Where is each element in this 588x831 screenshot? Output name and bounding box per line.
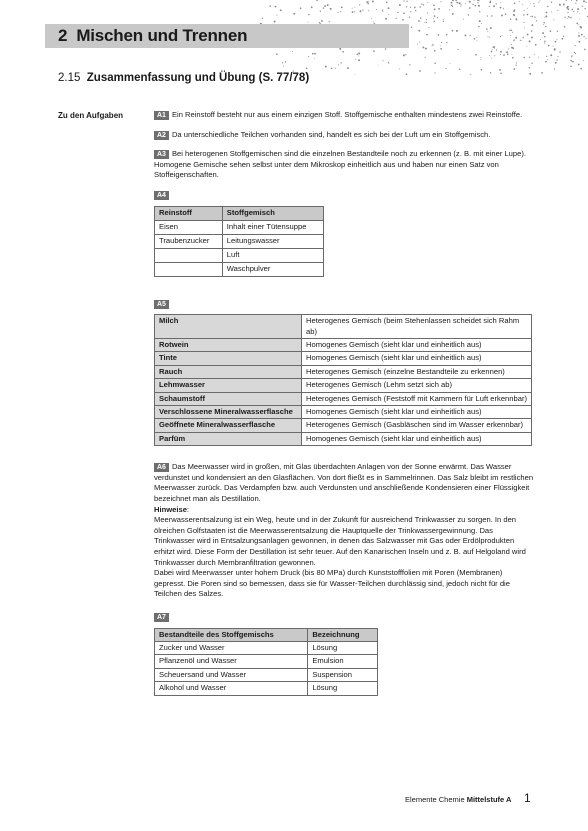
table-cell: Heterogenes Gemisch (Lehm setzt sich ab) — [302, 379, 532, 392]
table-row-label: Geöffnete Mineralwasserflasche — [155, 419, 302, 432]
answer-a3 — [154, 149, 534, 181]
table-cell: Leitungswasser — [222, 234, 323, 248]
answer-a2-text: Da unterschiedliche Teilchen vorhanden sind, handelt es sich bei der Luft um ein Stoffgemisch. — [171, 129, 491, 139]
table-row-label: Lehmwasser — [155, 379, 302, 392]
table-cell — [155, 248, 223, 262]
table-cell: Homogenes Gemisch (sieht klar und einheitlich aus) — [302, 352, 532, 365]
hint-text-2: Dabei wird Meerwasser unter hohem Druck (bis 80 MPa) durch Kunststofffolien mit Poren (Membranen) gepresst. Die Poren sind so bemessen, dass sie für Wasser-Teilchen durchlässig sind, jedoch nicht für die Teilchen des Salzes. — [154, 568, 510, 599]
table-cell: Homogenes Gemisch (sieht klar und einheitlich aus) — [302, 432, 532, 445]
badge-a7: A7 — [154, 613, 169, 622]
table-a4-header: Reinstoff — [155, 206, 223, 220]
table-a7-header: Bezeichnung — [308, 628, 378, 641]
section-name: Zusammenfassung und Übung (S. 77/78) — [86, 72, 310, 84]
hint-text: Meerwasserentsalzung ist ein Weg, heute und in der Zukunft für ausreichend Trinkwasser zu sorgen. In den ölreichen Golfstaaten ist die Meerwasserentsalzung die Hauptquelle der Trinkwassergewinnung. Das Trinkwasser wird in Entsalzungsanlagen gewonnen, in denen das Salzwasser mit Gas oder Erdölprodukten erhitzt wird. Diese Form der Destillation ist sehr teuer. Auf den Kanarischen Inseln und z. B. auf Helgoland wird Trinkwasser durch Membranfiltration gewonnen. — [154, 515, 526, 567]
table-row — [155, 406, 532, 419]
table-cell: Inhalt einer Tütensuppe — [222, 220, 323, 234]
table-a7-header: Bestandteile des Stoffgemischs — [155, 628, 308, 641]
table-row-label: Parfüm — [155, 432, 302, 445]
answer-a1 — [154, 110, 534, 121]
table-row — [155, 682, 378, 695]
table-cell: Homogenes Gemisch (sieht klar und einheitlich aus) — [302, 406, 532, 419]
section-title — [58, 72, 309, 84]
table-cell: Waschpulver — [222, 262, 323, 276]
table-a4-header: Stoffgemisch — [222, 206, 323, 220]
table-cell: Alkohol und Wasser — [155, 682, 308, 695]
table-row-label: Rotwein — [155, 338, 302, 351]
table-cell: Eisen — [155, 220, 223, 234]
table-row — [155, 338, 532, 351]
badge-a4: A4 — [154, 191, 169, 200]
page-number: 1 — [524, 791, 531, 805]
chapter-number: 2 — [58, 26, 68, 45]
table-row-label: Rauch — [155, 365, 302, 378]
table-row — [155, 419, 532, 432]
table-row — [155, 352, 532, 365]
table-cell: Pflanzenöl und Wasser — [155, 655, 308, 668]
table-cell — [155, 262, 223, 276]
chapter-title — [58, 26, 247, 46]
table-row — [155, 315, 532, 339]
table-row — [155, 220, 324, 234]
footer-book-title — [405, 795, 511, 804]
footer-prefix: Elemente Chemie — [405, 795, 465, 804]
table-cell: Heterogenes Gemisch (Gasbläschen sind im Wasser erkennbar) — [302, 419, 532, 432]
table-cell: Suspension — [308, 668, 378, 681]
table-cell: Zucker und Wasser — [155, 641, 308, 654]
table-row — [155, 668, 378, 681]
table-cell: Heterogenes Gemisch (Feststoff mit Kammern für Luft erkennbar) — [302, 392, 532, 405]
table-row — [155, 365, 532, 378]
badge-a2: A2 — [154, 131, 169, 140]
table-row-label: Milch — [155, 315, 302, 339]
side-label: Zu den Aufgaben — [58, 111, 124, 120]
table-row-label: Tinte — [155, 352, 302, 365]
table-row — [155, 248, 324, 262]
badge-a6: A6 — [154, 463, 169, 472]
table-cell: Heterogenes Gemisch (einzelne Bestandteile zu erkennen) — [302, 365, 532, 378]
table-row — [155, 234, 324, 248]
table-a4 — [154, 206, 324, 277]
table-cell: Homogenes Gemisch (sieht klar und einheitlich aus) — [302, 338, 532, 351]
table-cell: Emulsion — [308, 655, 378, 668]
table-cell: Lösung — [308, 682, 378, 695]
badge-a3: A3 — [154, 150, 169, 159]
hint-label: Hinweise — [154, 504, 187, 514]
table-cell: Luft — [222, 248, 323, 262]
table-row — [155, 379, 532, 392]
table-row-label: Verschlossene Mineralwasserflasche — [155, 406, 302, 419]
footer-bold: Mittelstufe A — [466, 795, 512, 804]
table-a7 — [154, 628, 378, 696]
table-cell: Lösung — [308, 641, 378, 654]
table-row — [155, 655, 378, 668]
table-row-label: Schaumstoff — [155, 392, 302, 405]
table-row — [155, 262, 324, 276]
answer-a1-text: Ein Reinstoff besteht nur aus einem einzigen Stoff. Stoffgemische enthalten mindestens zwei Reinstoffe. — [171, 110, 523, 119]
answers-content — [154, 110, 534, 696]
table-row — [155, 392, 532, 405]
table-cell: Traubenzucker — [155, 234, 223, 248]
table-a5 — [154, 314, 532, 446]
badge-a1: A1 — [154, 111, 169, 120]
answer-a2 — [154, 130, 534, 141]
section-number: 2.15 — [58, 72, 81, 84]
answer-a6-text: Das Meerwasser wird in großen, mit Glas überdachten Anlagen von der Sonne erwärmt. Das Wasser verdunstet und kondensiert an den Glasflächen. Von dort fließt es in Sammelrinnen. Das Salz bleibt im restlichen Meerwasser zurück. Das Verdampfen bzw. auch Verdunsten und anschließende Kondensieren einer Flüssigkeit bezeichnet man als Destillation. — [154, 462, 534, 503]
badge-a5: A5 — [154, 300, 169, 309]
answer-a3-text: Bei heterogenen Stoffgemischen sind die einzelnen Bestandteile noch zu erkennen (z. B. mit einer Lupe). Homogene Gemische sehen selbst unter dem Mikroskop einheitlich aus und haben nur einen Satz von Stoffeigenschaften. — [154, 149, 526, 180]
table-cell: Heterogenes Gemisch (beim Stehenlassen scheidet sich Rahm ab) — [302, 315, 532, 339]
table-row — [155, 432, 532, 445]
answer-a6: A6 Das Meerwasser wird in großen, mit Glas überdachten Anlagen von der Sonne erwärmt. Das Wasser verdunstet und kondensiert an den Glasflächen. Von dort fließt es in Sammelrinnen. Das Salz bleibt im restlichen Meerwasser zurück. Das Verdampfen bzw. auch Verdunsten und anschließende Kondensieren einer Flüssigkeit bezeichnet man als Destillation. Hinweise: Meerwasserentsalzung ist ein Weg, heute und in der Zukunft für ausreichend Trinkwasser zu sorgen. In den ölreichen Golfstaaten ist die Meerwasserentsalzung die Hauptquelle der Trinkwassergewinnung. Das Trinkwasser wird in Entsalzungsanlagen gewonnen, in denen das Salzwasser mit Gas oder Erdölprodukten erhitzt wird. Diese Form der Destillation ist sehr teuer. Auf den Kanarischen Inseln und z. B. auf Helgoland wird Trinkwasser durch Membranfiltration gewonnen. Dabei wird Meerwasser unter hohem Druck (bis 80 MPa) durch Kunststofffolien mit Poren (Membranen) gepresst. Die Poren sind so bemessen, dass sie für Wasser-Teilchen durchlässig sind, jedoch nicht für die Teilchen des Salzes. — [154, 462, 534, 599]
chapter-name: Mischen und Trennen — [76, 26, 248, 45]
table-cell: Scheuersand und Wasser — [155, 668, 308, 681]
table-row — [155, 641, 378, 654]
